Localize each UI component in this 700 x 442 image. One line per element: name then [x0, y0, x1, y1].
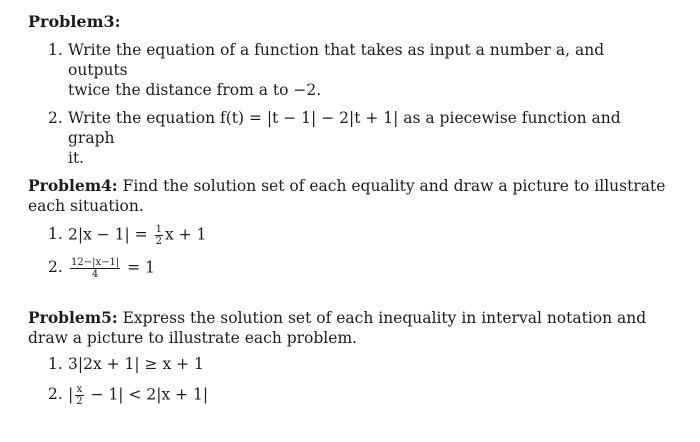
problem3-list — [28, 40, 668, 168]
item-number: 1. — [48, 41, 63, 59]
fraction — [75, 384, 83, 407]
fraction-numerator: x — [76, 384, 83, 395]
problem4-heading: Problem4: — [28, 176, 118, 195]
problem4-item-1 — [28, 224, 668, 247]
inequality-prefix: | — [68, 385, 74, 404]
equation-rhs: = 1 — [122, 258, 155, 277]
problem5-item-2 — [28, 384, 668, 407]
problem5-intro-line1: Express the solution set of each inequality in interval notation and — [122, 309, 647, 327]
fraction-numerator: 1 — [155, 224, 162, 235]
problem3-item-1-line1: Write the equation of a function that takes as input a number a, and outputs — [68, 41, 605, 79]
problem3-heading: Problem3: — [28, 12, 121, 31]
item-number: 2. — [48, 258, 63, 276]
fraction — [155, 224, 163, 247]
fraction-denominator: 4 — [91, 269, 99, 280]
item-number: 2. — [48, 109, 63, 127]
problem5-heading: Problem5: — [28, 308, 118, 327]
problem5-list — [28, 354, 668, 407]
inequality-expression: 3|2x + 1| ≥ x + 1 — [68, 355, 204, 373]
problem4-intro-line2: each situation. — [28, 197, 144, 215]
problem5-intro-line2: draw a picture to illustrate each problem. — [28, 329, 358, 347]
problem4-list — [28, 224, 668, 280]
fraction-denominator: 2 — [155, 236, 162, 247]
problem4-item-2 — [28, 257, 668, 280]
problem3-item-1-line2: twice the distance from a to −2. — [68, 81, 322, 99]
problem3-item-2 — [28, 108, 668, 168]
item-number: 1. — [48, 355, 63, 373]
problem3-item-2-line2: it. — [68, 149, 85, 167]
problem4-intro-line1: Find the solution set of each equality and draw a picture to illustrate — [122, 177, 666, 195]
fraction-numerator: 12−|x−1| — [71, 257, 120, 268]
fraction — [70, 257, 120, 280]
problem5-intro — [28, 308, 668, 348]
problem3-section — [28, 12, 668, 32]
problem3-item-1 — [28, 40, 668, 100]
problem3-item-2-line1: Write the equation f(t) = |t − 1| − 2|t + 1| as a piecewise function and graph — [68, 109, 621, 147]
fraction-denominator: 2 — [76, 396, 83, 407]
item-number: 1. — [48, 225, 63, 243]
equation-lhs: 2|x − 1| = — [68, 225, 153, 244]
inequality-suffix: − 1| < 2|x + 1| — [85, 385, 209, 404]
problem4-intro — [28, 176, 668, 216]
problem5-item-1 — [28, 354, 668, 374]
equation-rhs: x + 1 — [164, 225, 207, 244]
item-number: 2. — [48, 385, 63, 403]
